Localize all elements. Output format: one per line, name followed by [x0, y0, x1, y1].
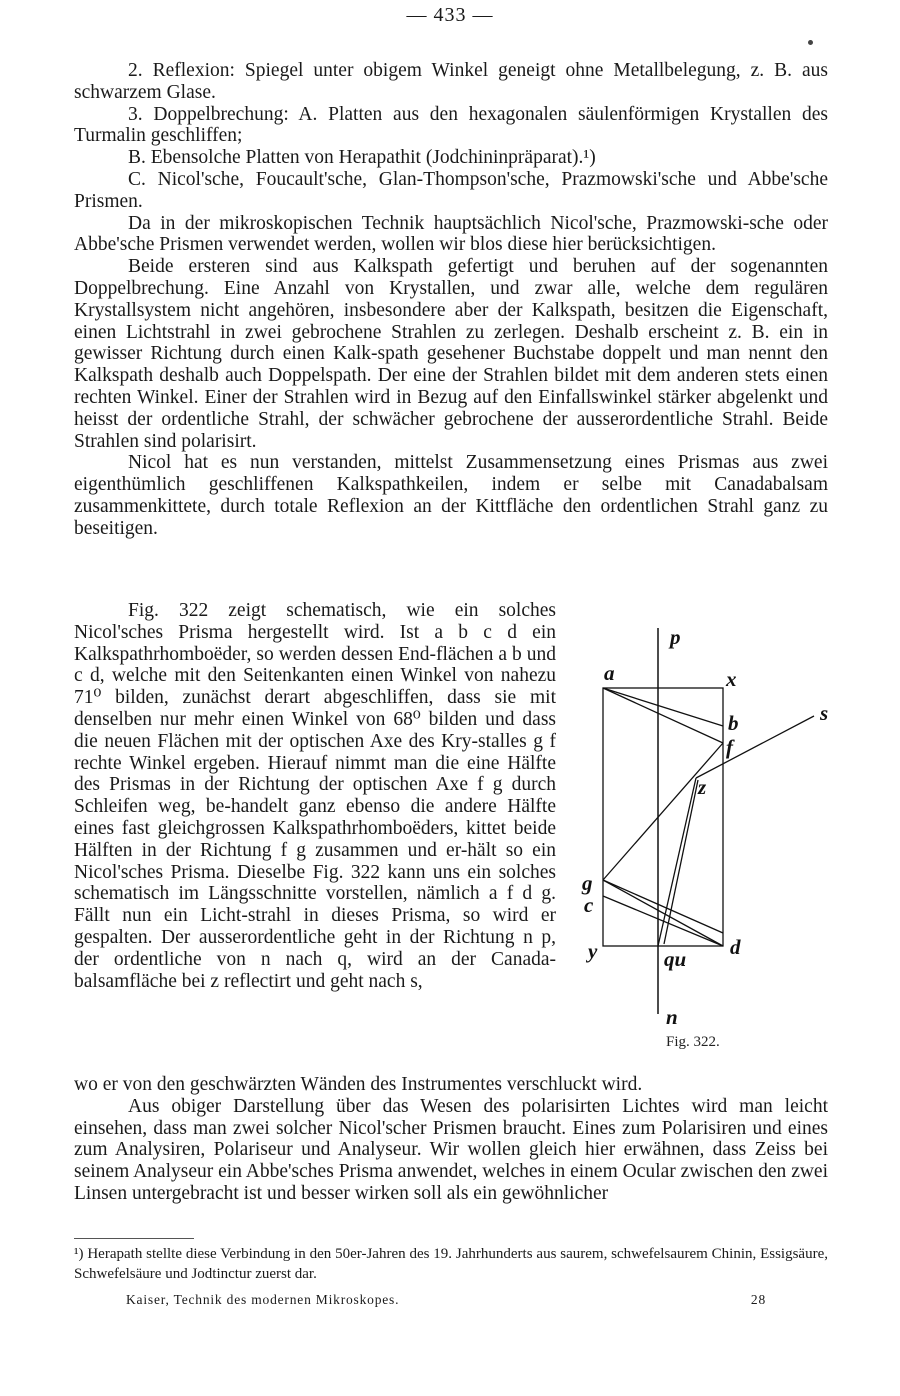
paragraph: Nicol hat es nun verstanden, mittelst Zusammensetzung eines Prismas aus zwei eigenthümlich geschliffenen Kalkspathkeilen, indem er selbe mit Canadabalsam zusammenkittete, durch totale Reflexion an der Kittfläche den ordentlichen Strahl ganz zu beseitigen. — [74, 452, 828, 539]
ink-speck — [808, 40, 813, 45]
figure-label-n: n — [666, 1005, 678, 1029]
main-text-beside-figure — [74, 600, 556, 992]
nicol-prism-figure — [570, 618, 850, 1058]
paragraph: wo er von den geschwärzten Wänden des Instrumentes verschluckt wird. — [74, 1074, 643, 1095]
figure-label-y: y — [588, 939, 598, 963]
paragraph: Aus obiger Darstellung über das Wesen des polarisirten Lichtes wird man leicht einsehen, dass man zwei solcher Nicol'scher Prismen braucht. Eines zum Polarisiren und eines zum Analysiren, Polariseur und Analyseur. Wir wollen gleich hier erwähnen, dass Zeiss bei seinem Analyseur ein Abbe'sches Prisma anwendet, welches in einem Ocular zwischen den zwei Linsen untergebracht ist und besser wirken soll als ein gewöhnlicher — [74, 1095, 828, 1204]
figure-label-p: p — [670, 625, 681, 649]
paragraph: Da in der mikroskopischen Technik hauptsächlich Nicol'sche, Prazmowski-sche oder Abbe'sche Prismen verwendet werden, wollen wir blos diese hier berücksichtigen. — [74, 212, 828, 256]
footnote-rule — [74, 1238, 194, 1239]
figure-label-d: d — [730, 935, 741, 959]
prism-outline — [603, 688, 723, 946]
end-face-af — [603, 688, 723, 743]
sheet-number: 28 — [750, 1292, 766, 1307]
figure-label-z: z — [698, 775, 707, 799]
construction-line — [603, 688, 723, 726]
page-number: — 433 — — [406, 4, 494, 26]
figure-label-qu: qu — [664, 947, 687, 971]
paragraph: 2. Reflexion: Spiegel unter obigem Winkel geneigt ohne Metallbelegung, z. B. aus schwarzem Glase. — [74, 60, 828, 103]
figure-label-s: s — [820, 701, 829, 725]
figure-label-a: a — [604, 661, 615, 685]
figure-label-f: f — [726, 735, 733, 759]
paragraph: Fig. 322 zeigt schematisch, wie ein solches Nicol'sches Prisma hergestellt wird. Ist a b c d ein Kalkspathrhomboëder, so werden dessen End-flächen a b und c d, welche mit den Seitenkanten einen Winkel von nahezu 71⁰ bilden, zunächst derart abgeschliffen, dass sie mit denselben nur mehr einen Winkel von 68⁰ bilden und dass die neuen Flächen mit der optischen Axe des Kry-stalles g f rechte Winkel ergeben. Hierauf nimmt man die eine Hälfte des Prismas in der Richtung der optischen Axe f g durch Schleifen weg, be-handelt ganz ebenso die andere Hälfte eines fast gleichgrossen Kalkspathrhomboëders, kittet beide Hälften in der Richtung f g zusammen und er-hält so ein Nicol'sches Prisma. Dieselbe Fig. 322 kann uns ein solches schematisch im Längsschnitte vorstellen, nämlich a f d g. Fällt nun ein Licht-strahl in dieses Prisma, so wird er gespalten. Der ausserordentliche geht in der Richtung n p, der ordentliche von n nach q, wird an der Canada-balsamfläche bei z reflectirt und geht nach s, — [74, 600, 556, 992]
paragraph: C. Nicol'sche, Foucault'sche, Glan-Thompson'sche, Prazmowski'sche und Abbe'sche Prismen. — [74, 168, 828, 212]
figure-label-b: b — [728, 711, 739, 735]
paragraph: B. Ebensolche Platten von Herapathit (Jodchininpräparat).¹) — [128, 147, 596, 169]
paragraph: Beide ersteren sind aus Kalkspath gefertigt und beruhen auf der sogenannten Doppelbrechung. Eine Anzahl von Krystallen, und zwar alle, welche dem regulären Krystallsystem nicht angehören, insbesondere aber der Kalkspath, besitzen die Eigenschaft, einen Lichtstrahl in zwei gebrochene Strahlen zu zerlegen. Deshalb erscheint z. B. ein in gewisser Richtung durch einen Kalk-spath gesehener Buchstabe doppelt und man nennt den Kalkspath deshalb auch Doppelspath. Der eine der Strahlen bildet mit dem anderen stets einen rechten Winkel. Einer der Strahlen wird in Bezug auf den Einfallswinkel stärker abgelenkt und heisst der ordentliche Strahl, der schwächer gebrochene der ausserordentliche Strahl. Beide Strahlen sind polarisirt. — [74, 256, 828, 452]
main-text-bottom — [74, 1074, 828, 1205]
figure-caption: Fig. 322. — [666, 1034, 720, 1050]
figure-label-g: g — [582, 871, 593, 895]
balsam-layer-fg — [603, 743, 723, 880]
paragraph: 3. Doppelbrechung: A. Platten aus den hexagonalen säulenförmigen Krystallen des Turmalin geschliffen; — [74, 103, 828, 147]
page-footer — [126, 1292, 766, 1308]
figure-label-c: c — [584, 893, 594, 917]
figure-label-x: x — [726, 667, 737, 691]
running-title: Kaiser, Technik des modernen Mikroskopes. — [126, 1292, 400, 1307]
main-text-top — [74, 60, 828, 540]
footnote: ¹) Herapath stellte diese Verbindung in den 50er-Jahren des 19. Jahrhunderts aus saurem, schwefelsaurem Chinin, Essigsäure, Schwefelsäure und Jodtinctur zuerst dar. — [74, 1246, 828, 1282]
end-face-gd — [603, 880, 723, 946]
reflected-ray-zs — [696, 716, 814, 778]
